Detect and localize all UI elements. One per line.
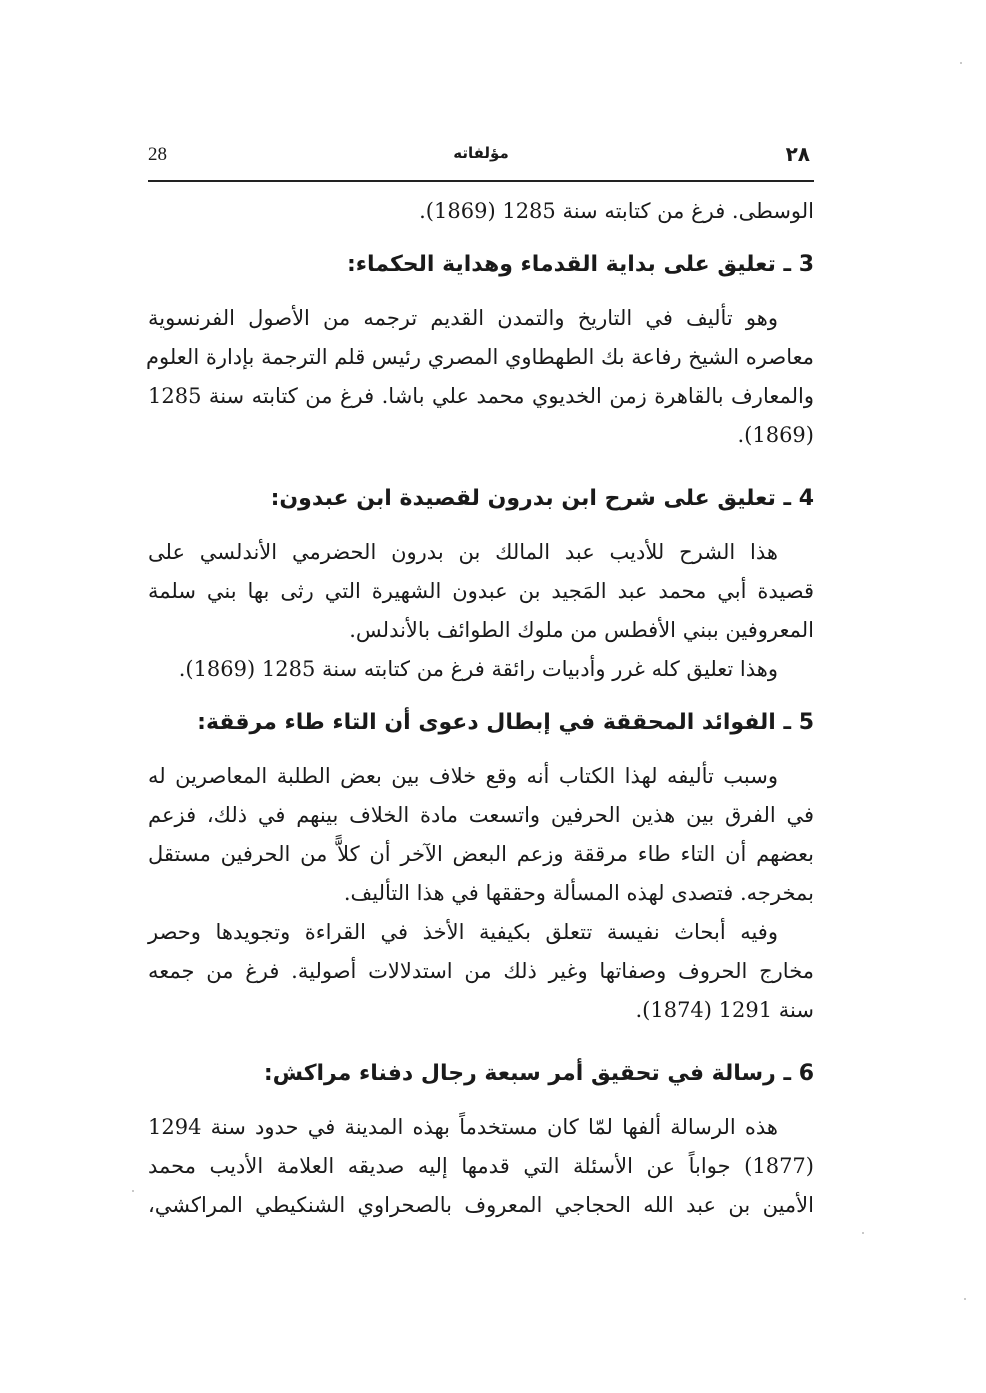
section-5-line-1: وسبب تأليفه لهذا الكتاب أنه وقع خلاف بين بعض الطلبة المعاصرين له — [148, 764, 778, 788]
section-3-heading: 3 ـ تعليق على بداية القدماء وهداية الحكماء: — [346, 252, 814, 277]
section-5-line-3: بعضهم أن التاء طاء مرققة وزعم البعض الآخر أن كلاًّ من الحرفين مستقل — [148, 842, 814, 866]
section-5-line-7: سنة 1291 (1874). — [635, 998, 814, 1022]
page-number-latin: 28 — [148, 144, 167, 165]
section-6-line-1: هذه الرسالة ألفها لمّا كان مستخدماً بهذه المدينة في حدود سنة 1294 — [148, 1115, 778, 1139]
scan-speck — [132, 1190, 134, 1192]
section-5-heading: 5 ـ الفوائد المحققة في إبطال دعوى أن التاء طاء مرققة: — [197, 710, 814, 735]
scan-speck — [862, 1232, 864, 1234]
scan-speck — [960, 62, 962, 64]
section-6-line-3: الأمين بن عبد الله الحجاجي المعروف بالصحراوي الشنكيطي المراكشي، — [148, 1193, 814, 1217]
section-5-line-5: وفيه أبحاث نفيسة تتعلق بكيفية الأخذ في القراءة وتجويدها وحصر — [148, 920, 778, 944]
page-number-arabic: ٢٨ — [785, 142, 810, 166]
scan-speck — [964, 1298, 966, 1300]
section-3-line-3: والمعارف بالقاهرة زمن الخديوي محمد علي باشا. فرغ من كتابته سنة 1285 — [148, 384, 814, 408]
running-title: مؤلفاته — [453, 144, 509, 162]
section-4-line-1: هذا الشرح للأديب عبد المالك بن بدرون الحضرمي الأندلسي على — [148, 540, 778, 564]
page-body — [145, 192, 814, 1225]
section-3-line-4: (1869). — [737, 423, 814, 447]
section-4-heading: 4 ـ تعليق على شرح ابن بدرون لقصيدة ابن عبدون: — [270, 486, 814, 511]
section-5-line-4: بمخرجه. فتصدى لهذه المسألة وحققها في هذا التأليف. — [343, 881, 814, 905]
section-3-line-1: وهو تأليف في التاريخ والتمدن القديم ترجمه من الأصول الفرنسوية — [148, 306, 778, 330]
section-6-line-2: (1877) جواباً عن الأسئلة التي قدمها إليه صديقه العلامة الأديب محمد — [148, 1154, 814, 1178]
running-header — [148, 142, 814, 176]
section-4-line-2: قصيدة أبي محمد عبد المَجيد بن عبدون الشهيرة التي رثى بها بني سلمة — [148, 579, 814, 603]
section-3-line-2: معاصره الشيخ رفاعة بك الطهطاوي المصري رئيس قلم الترجمة بإدارة العلوم — [145, 345, 814, 369]
intro-line: الوسطى. فرغ من كتابته سنة 1285 (1869). — [419, 199, 814, 223]
header-rule — [148, 180, 814, 182]
section-6-heading: 6 ـ رسالة في تحقيق أمر سبعة رجال دفناء مراكش: — [263, 1061, 814, 1086]
section-5-line-6: مخارج الحروف وصفاتها وغير ذلك من استدلالات أصولية. فرغ من جمعه — [148, 959, 814, 983]
section-5-line-2: في الفرق بين هذين الحرفين واتسعت مادة الخلاف بينهم في ذلك، فزعم — [148, 803, 814, 827]
section-4-line-4: وهذا تعليق كله غرر وأدبيات رائقة فرغ من كتابته سنة 1285 (1869). — [178, 657, 778, 681]
section-4-line-3: المعروفين ببني الأفطس من ملوك الطوائف بالأندلس. — [349, 618, 814, 642]
